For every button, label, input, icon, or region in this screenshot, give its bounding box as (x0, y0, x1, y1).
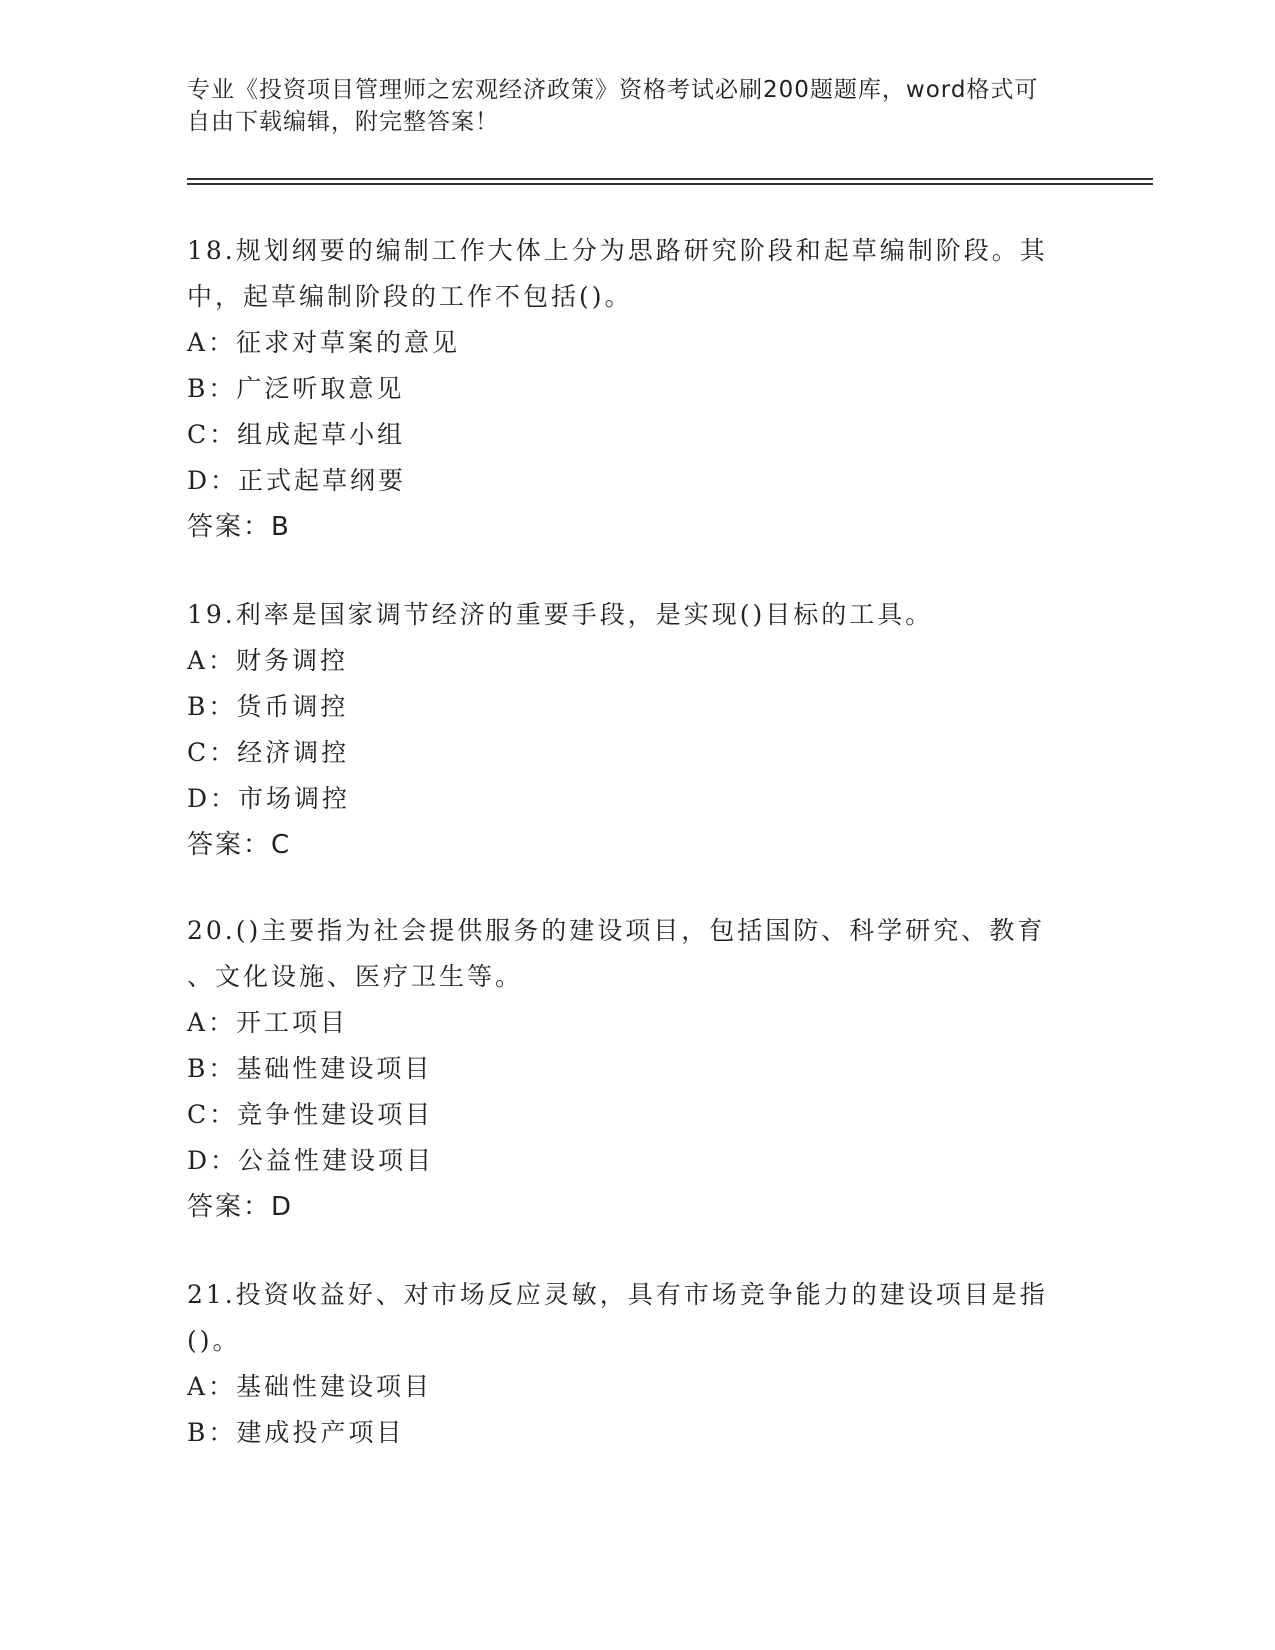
header-line-2: 自由下载编辑，附完整答案！ (187, 109, 499, 135)
option-c: C：经济调控 (187, 738, 350, 767)
question-text-line: ()。 (187, 1326, 241, 1355)
answer: 答案：D (187, 1192, 294, 1222)
question-18 (187, 228, 1087, 550)
option-b: B：广泛听取意见 (187, 374, 405, 403)
option-a: A：财务调控 (187, 646, 349, 675)
question-20 (187, 908, 1087, 1230)
question-text-line: 、文化设施、医疗卫生等。 (187, 962, 524, 991)
option-c: C：竞争性建设项目 (187, 1100, 434, 1129)
header-divider-top (187, 178, 1153, 180)
option-d: D：公益性建设项目 (187, 1146, 435, 1175)
answer: 答案：B (187, 512, 291, 542)
question-text (187, 592, 1087, 638)
question-19 (187, 592, 1087, 868)
option-d: D：市场调控 (187, 784, 351, 813)
option-b: B：建成投产项目 (187, 1418, 405, 1447)
option-d: D：正式起草纲要 (187, 466, 407, 495)
question-text-line: 20.()主要指为社会提供服务的建设项目，包括国防、科学研究、教育 (187, 916, 1046, 945)
question-text-line: 19.利率是国家调节经济的重要手段，是实现()目标的工具。 (187, 600, 934, 629)
header-divider-bottom (187, 183, 1153, 185)
option-b: B：货币调控 (187, 692, 349, 721)
option-a: A：基础性建设项目 (187, 1372, 433, 1401)
question-text (187, 908, 1087, 1000)
question-text (187, 1272, 1087, 1364)
question-text-line: 中，起草编制阶段的工作不包括()。 (187, 282, 633, 311)
answer: 答案：C (187, 830, 292, 860)
option-a: A：征求对草案的意见 (187, 328, 461, 357)
option-b: B：基础性建设项目 (187, 1054, 433, 1083)
document-header (187, 74, 1087, 138)
question-21 (187, 1272, 1087, 1456)
question-text-line: 21.投资收益好、对市场反应灵敏，具有市场竞争能力的建设项目是指 (187, 1280, 1048, 1309)
question-text-line: 18.规划纲要的编制工作大体上分为思路研究阶段和起草编制阶段。其 (187, 236, 1048, 265)
question-text (187, 228, 1087, 320)
option-c: C：组成起草小组 (187, 420, 406, 449)
option-a: A：开工项目 (187, 1008, 349, 1037)
header-line-1: 专业《投资项目管理师之宏观经济政策》资格考试必刷200题题库，word格式可 (187, 77, 1039, 103)
